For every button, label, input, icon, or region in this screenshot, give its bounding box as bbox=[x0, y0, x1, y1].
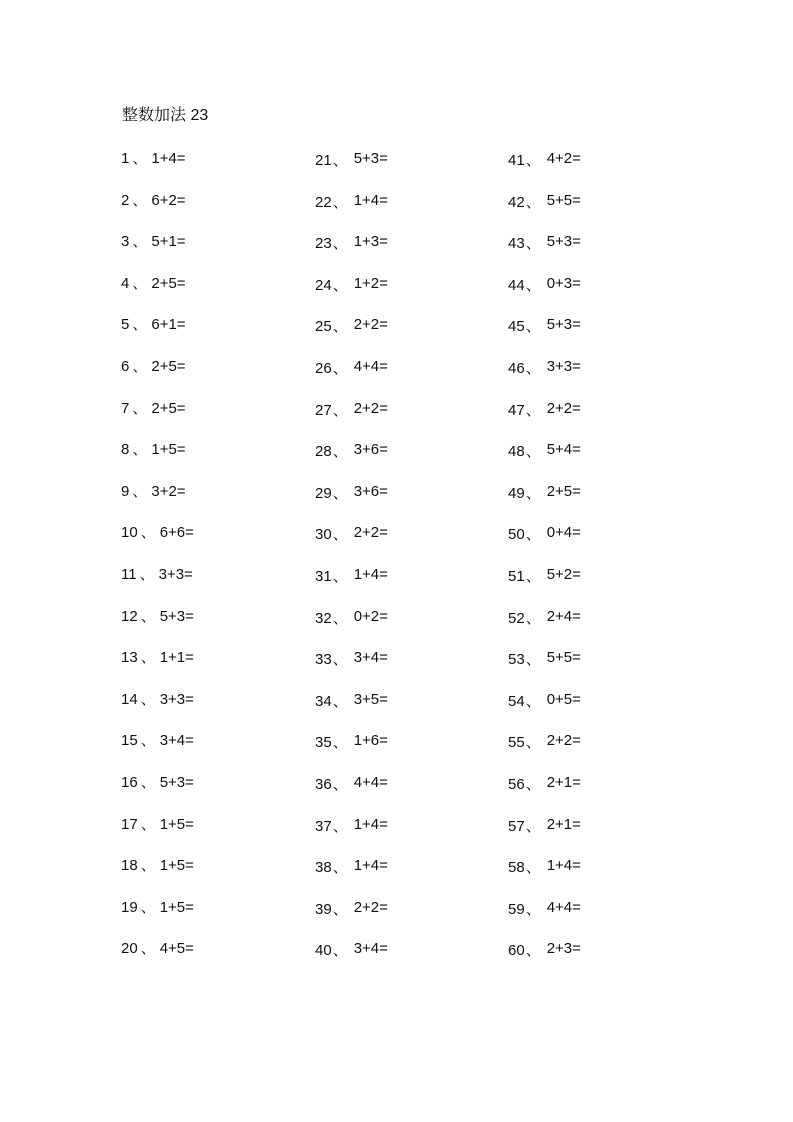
problem-number: 9 bbox=[121, 482, 130, 500]
problem-separator: 、 bbox=[525, 609, 541, 627]
problem-number: 45 bbox=[508, 318, 525, 336]
problem-item bbox=[121, 398, 311, 440]
problem-expression: 1+4= bbox=[353, 857, 388, 875]
problem-expression: 2+1= bbox=[546, 773, 581, 791]
problem-number: 59 bbox=[508, 900, 525, 918]
problem-number: 5 bbox=[121, 316, 130, 334]
problem-separator: 、 bbox=[140, 649, 156, 667]
problem-expression: 5+3= bbox=[159, 773, 194, 791]
problem-number: 55 bbox=[508, 734, 525, 752]
problem-item bbox=[508, 814, 698, 856]
problem-item bbox=[315, 730, 505, 772]
problem-separator: 、 bbox=[332, 401, 348, 419]
problem-expression: 3+4= bbox=[353, 940, 388, 958]
problem-separator: 、 bbox=[140, 607, 156, 625]
problem-expression: 3+3= bbox=[158, 565, 193, 583]
problem-expression: 2+4= bbox=[546, 607, 581, 625]
problem-separator: 、 bbox=[525, 193, 541, 211]
problem-item bbox=[508, 564, 698, 606]
problem-expression: 0+4= bbox=[546, 524, 581, 542]
problem-separator: 、 bbox=[525, 651, 541, 669]
problem-number: 6 bbox=[121, 357, 130, 375]
problem-number: 33 bbox=[315, 651, 332, 669]
problem-number: 1 bbox=[121, 150, 130, 167]
problem-column-2 bbox=[315, 148, 505, 980]
problem-separator: 、 bbox=[139, 565, 155, 583]
problem-separator: 、 bbox=[332, 318, 348, 336]
problem-item bbox=[121, 231, 311, 273]
problem-expression: 1+5= bbox=[151, 441, 186, 459]
problem-item bbox=[508, 606, 698, 648]
problem-separator: 、 bbox=[132, 357, 148, 375]
problem-expression: 3+4= bbox=[353, 649, 388, 667]
problem-separator: 、 bbox=[332, 942, 348, 960]
problem-separator: 、 bbox=[140, 857, 156, 875]
problem-number: 36 bbox=[315, 775, 332, 793]
problem-separator: 、 bbox=[140, 732, 156, 750]
problem-expression: 6+2= bbox=[151, 191, 186, 209]
problem-expression: 1+5= bbox=[159, 898, 194, 916]
problem-expression: 2+2= bbox=[353, 524, 388, 542]
problem-expression: 2+5= bbox=[151, 399, 186, 417]
problem-separator: 、 bbox=[525, 692, 541, 710]
worksheet-title: 整数加法 23 bbox=[122, 107, 209, 124]
problem-expression: 2+2= bbox=[353, 399, 388, 417]
problem-number: 49 bbox=[508, 484, 525, 502]
problem-item bbox=[315, 190, 505, 232]
problem-expression: 2+1= bbox=[546, 815, 581, 833]
problem-separator: 、 bbox=[525, 775, 541, 793]
problem-item bbox=[121, 689, 311, 731]
problem-number: 29 bbox=[315, 484, 332, 502]
problem-expression: 5+3= bbox=[159, 607, 194, 625]
problem-number: 20 bbox=[121, 940, 138, 958]
problem-separator: 、 bbox=[132, 316, 148, 334]
problem-number: 8 bbox=[121, 441, 130, 459]
problem-number: 7 bbox=[121, 399, 130, 417]
problem-separator: 、 bbox=[140, 815, 156, 833]
problem-expression: 1+4= bbox=[353, 565, 388, 583]
problem-expression: 1+4= bbox=[353, 191, 388, 209]
problem-expression: 2+5= bbox=[151, 357, 186, 375]
problem-column-1 bbox=[121, 148, 311, 980]
problem-separator: 、 bbox=[140, 773, 156, 791]
problem-separator: 、 bbox=[525, 235, 541, 253]
problem-item bbox=[121, 273, 311, 315]
problem-separator: 、 bbox=[140, 690, 156, 708]
problem-item bbox=[315, 481, 505, 523]
problem-number: 19 bbox=[121, 898, 138, 916]
problem-expression: 2+2= bbox=[353, 898, 388, 916]
problem-expression: 2+2= bbox=[353, 316, 388, 334]
problem-item bbox=[121, 606, 311, 648]
problem-number: 34 bbox=[315, 692, 332, 710]
problem-item bbox=[315, 814, 505, 856]
problem-separator: 、 bbox=[525, 359, 541, 377]
problem-separator: 、 bbox=[332, 276, 348, 294]
problem-number: 4 bbox=[121, 274, 130, 292]
problem-separator: 、 bbox=[132, 399, 148, 417]
problem-item bbox=[121, 190, 311, 232]
problem-separator: 、 bbox=[140, 940, 156, 958]
problem-number: 28 bbox=[315, 443, 332, 461]
problem-item bbox=[508, 730, 698, 772]
problem-expression: 5+2= bbox=[546, 565, 581, 583]
problem-item bbox=[508, 855, 698, 897]
problem-expression: 4+2= bbox=[546, 150, 581, 167]
problem-item bbox=[508, 356, 698, 398]
problem-separator: 、 bbox=[132, 150, 148, 167]
problem-separator: 、 bbox=[525, 734, 541, 752]
problem-item bbox=[508, 273, 698, 315]
problem-separator: 、 bbox=[332, 193, 348, 211]
problem-number: 14 bbox=[121, 690, 138, 708]
problem-number: 48 bbox=[508, 443, 525, 461]
problem-item bbox=[508, 647, 698, 689]
problem-item bbox=[315, 314, 505, 356]
problem-expression: 1+5= bbox=[159, 857, 194, 875]
problem-separator: 、 bbox=[332, 526, 348, 544]
problem-item bbox=[508, 190, 698, 232]
problem-separator: 、 bbox=[140, 524, 156, 542]
problem-number: 43 bbox=[508, 235, 525, 253]
problem-item bbox=[121, 647, 311, 689]
problem-separator: 、 bbox=[132, 274, 148, 292]
problem-separator: 、 bbox=[132, 482, 148, 500]
problem-expression: 5+3= bbox=[353, 150, 388, 167]
problem-expression: 4+5= bbox=[159, 940, 194, 958]
problem-number: 54 bbox=[508, 692, 525, 710]
problem-item bbox=[315, 398, 505, 440]
problem-number: 18 bbox=[121, 857, 138, 875]
problem-item bbox=[121, 897, 311, 939]
problem-number: 10 bbox=[121, 524, 138, 542]
problem-column-3 bbox=[508, 148, 698, 980]
problem-separator: 、 bbox=[525, 401, 541, 419]
problem-number: 17 bbox=[121, 815, 138, 833]
problem-expression: 5+1= bbox=[151, 233, 186, 251]
problem-expression: 0+3= bbox=[546, 274, 581, 292]
problem-item bbox=[508, 148, 698, 190]
problem-expression: 1+4= bbox=[151, 150, 186, 167]
problem-expression: 2+2= bbox=[546, 399, 581, 417]
problem-expression: 0+2= bbox=[353, 607, 388, 625]
problem-item bbox=[315, 855, 505, 897]
problem-separator: 、 bbox=[132, 441, 148, 459]
problem-separator: 、 bbox=[525, 900, 541, 918]
problem-number: 60 bbox=[508, 942, 525, 960]
problem-item bbox=[508, 481, 698, 523]
problem-number: 40 bbox=[315, 942, 332, 960]
problem-number: 46 bbox=[508, 359, 525, 377]
problem-expression: 3+6= bbox=[353, 441, 388, 459]
problem-expression: 4+4= bbox=[353, 773, 388, 791]
problem-expression: 2+5= bbox=[151, 274, 186, 292]
problem-number: 58 bbox=[508, 859, 525, 877]
problem-separator: 、 bbox=[332, 859, 348, 877]
problem-expression: 3+6= bbox=[353, 482, 388, 500]
problem-item bbox=[315, 647, 505, 689]
problem-number: 22 bbox=[315, 193, 332, 211]
problem-separator: 、 bbox=[332, 359, 348, 377]
problem-number: 25 bbox=[315, 318, 332, 336]
problem-number: 57 bbox=[508, 817, 525, 835]
problem-separator: 、 bbox=[332, 775, 348, 793]
problem-number: 52 bbox=[508, 609, 525, 627]
problem-separator: 、 bbox=[132, 191, 148, 209]
problem-expression: 1+4= bbox=[353, 815, 388, 833]
problem-separator: 、 bbox=[525, 526, 541, 544]
problem-expression: 3+3= bbox=[159, 690, 194, 708]
problem-item bbox=[508, 522, 698, 564]
problem-number: 50 bbox=[508, 526, 525, 544]
problem-separator: 、 bbox=[332, 817, 348, 835]
problem-number: 23 bbox=[315, 235, 332, 253]
problem-expression: 4+4= bbox=[353, 357, 388, 375]
problem-separator: 、 bbox=[525, 443, 541, 461]
problem-item bbox=[315, 231, 505, 273]
problem-separator: 、 bbox=[332, 734, 348, 752]
problem-item bbox=[508, 314, 698, 356]
problem-number: 24 bbox=[315, 276, 332, 294]
problem-number: 42 bbox=[508, 193, 525, 211]
problem-item bbox=[315, 938, 505, 980]
problem-item bbox=[315, 772, 505, 814]
problem-item bbox=[121, 314, 311, 356]
problem-expression: 5+5= bbox=[546, 649, 581, 667]
problem-item bbox=[121, 772, 311, 814]
problem-number: 12 bbox=[121, 607, 138, 625]
problem-number: 26 bbox=[315, 359, 332, 377]
problem-item bbox=[121, 938, 311, 980]
problem-expression: 3+4= bbox=[159, 732, 194, 750]
problem-separator: 、 bbox=[525, 152, 541, 169]
problem-number: 44 bbox=[508, 276, 525, 294]
problem-expression: 5+3= bbox=[546, 316, 581, 334]
problem-number: 38 bbox=[315, 859, 332, 877]
problem-separator: 、 bbox=[332, 443, 348, 461]
problem-expression: 6+6= bbox=[159, 524, 194, 542]
problem-separator: 、 bbox=[332, 692, 348, 710]
problem-item bbox=[121, 481, 311, 523]
problem-item bbox=[315, 148, 505, 190]
problem-expression: 1+4= bbox=[546, 857, 581, 875]
problem-item bbox=[315, 522, 505, 564]
problem-item bbox=[508, 439, 698, 481]
problem-item bbox=[508, 398, 698, 440]
problem-expression: 2+5= bbox=[546, 482, 581, 500]
problem-item bbox=[508, 938, 698, 980]
problem-item bbox=[315, 356, 505, 398]
problem-item bbox=[508, 772, 698, 814]
problem-separator: 、 bbox=[525, 942, 541, 960]
problem-number: 53 bbox=[508, 651, 525, 669]
problem-number: 47 bbox=[508, 401, 525, 419]
problem-separator: 、 bbox=[332, 235, 348, 253]
problem-expression: 6+1= bbox=[151, 316, 186, 334]
problem-expression: 4+4= bbox=[546, 898, 581, 916]
problem-separator: 、 bbox=[332, 152, 348, 169]
problem-number: 3 bbox=[121, 233, 130, 251]
problem-number: 32 bbox=[315, 609, 332, 627]
problem-item bbox=[121, 730, 311, 772]
problem-separator: 、 bbox=[332, 609, 348, 627]
problem-item bbox=[315, 606, 505, 648]
problem-item bbox=[121, 522, 311, 564]
problem-item bbox=[508, 689, 698, 731]
problem-expression: 1+3= bbox=[353, 233, 388, 251]
problem-expression: 5+3= bbox=[546, 233, 581, 251]
problem-expression: 2+2= bbox=[546, 732, 581, 750]
problem-number: 41 bbox=[508, 152, 525, 169]
problem-separator: 、 bbox=[525, 276, 541, 294]
problem-number: 51 bbox=[508, 567, 525, 585]
problem-expression: 1+6= bbox=[353, 732, 388, 750]
problem-number: 56 bbox=[508, 775, 525, 793]
problem-number: 2 bbox=[121, 191, 130, 209]
problem-expression: 3+5= bbox=[353, 690, 388, 708]
problem-item bbox=[121, 855, 311, 897]
problem-separator: 、 bbox=[525, 817, 541, 835]
problem-item bbox=[315, 439, 505, 481]
problem-expression: 3+2= bbox=[151, 482, 186, 500]
problem-expression: 3+3= bbox=[546, 357, 581, 375]
problem-separator: 、 bbox=[332, 484, 348, 502]
problem-item bbox=[121, 356, 311, 398]
problem-expression: 5+4= bbox=[546, 441, 581, 459]
problem-number: 39 bbox=[315, 900, 332, 918]
problem-separator: 、 bbox=[332, 567, 348, 585]
problem-number: 27 bbox=[315, 401, 332, 419]
problem-expression: 0+5= bbox=[546, 690, 581, 708]
problem-separator: 、 bbox=[332, 651, 348, 669]
problem-number: 30 bbox=[315, 526, 332, 544]
problem-item bbox=[315, 897, 505, 939]
problem-item bbox=[315, 273, 505, 315]
problem-separator: 、 bbox=[525, 567, 541, 585]
problem-expression: 2+3= bbox=[546, 940, 581, 958]
problem-item bbox=[121, 439, 311, 481]
problem-separator: 、 bbox=[525, 859, 541, 877]
problem-expression: 1+5= bbox=[159, 815, 194, 833]
problem-expression: 5+5= bbox=[546, 191, 581, 209]
problem-number: 31 bbox=[315, 567, 332, 585]
problem-item bbox=[121, 148, 311, 190]
problem-separator: 、 bbox=[140, 898, 156, 916]
problem-number: 35 bbox=[315, 734, 332, 752]
problem-number: 16 bbox=[121, 773, 138, 791]
problem-item bbox=[315, 564, 505, 606]
problem-item bbox=[121, 564, 311, 606]
problem-separator: 、 bbox=[132, 233, 148, 251]
problem-number: 37 bbox=[315, 817, 332, 835]
problem-number: 15 bbox=[121, 732, 138, 750]
problem-item bbox=[508, 897, 698, 939]
problem-expression: 1+1= bbox=[159, 649, 194, 667]
problem-item bbox=[508, 231, 698, 273]
problem-separator: 、 bbox=[525, 318, 541, 336]
problem-item bbox=[121, 814, 311, 856]
problem-number: 21 bbox=[315, 152, 332, 169]
problem-number: 13 bbox=[121, 649, 138, 667]
problem-item bbox=[315, 689, 505, 731]
problem-separator: 、 bbox=[332, 900, 348, 918]
problem-expression: 1+2= bbox=[353, 274, 388, 292]
problem-separator: 、 bbox=[525, 484, 541, 502]
problem-number: 11 bbox=[121, 565, 137, 583]
